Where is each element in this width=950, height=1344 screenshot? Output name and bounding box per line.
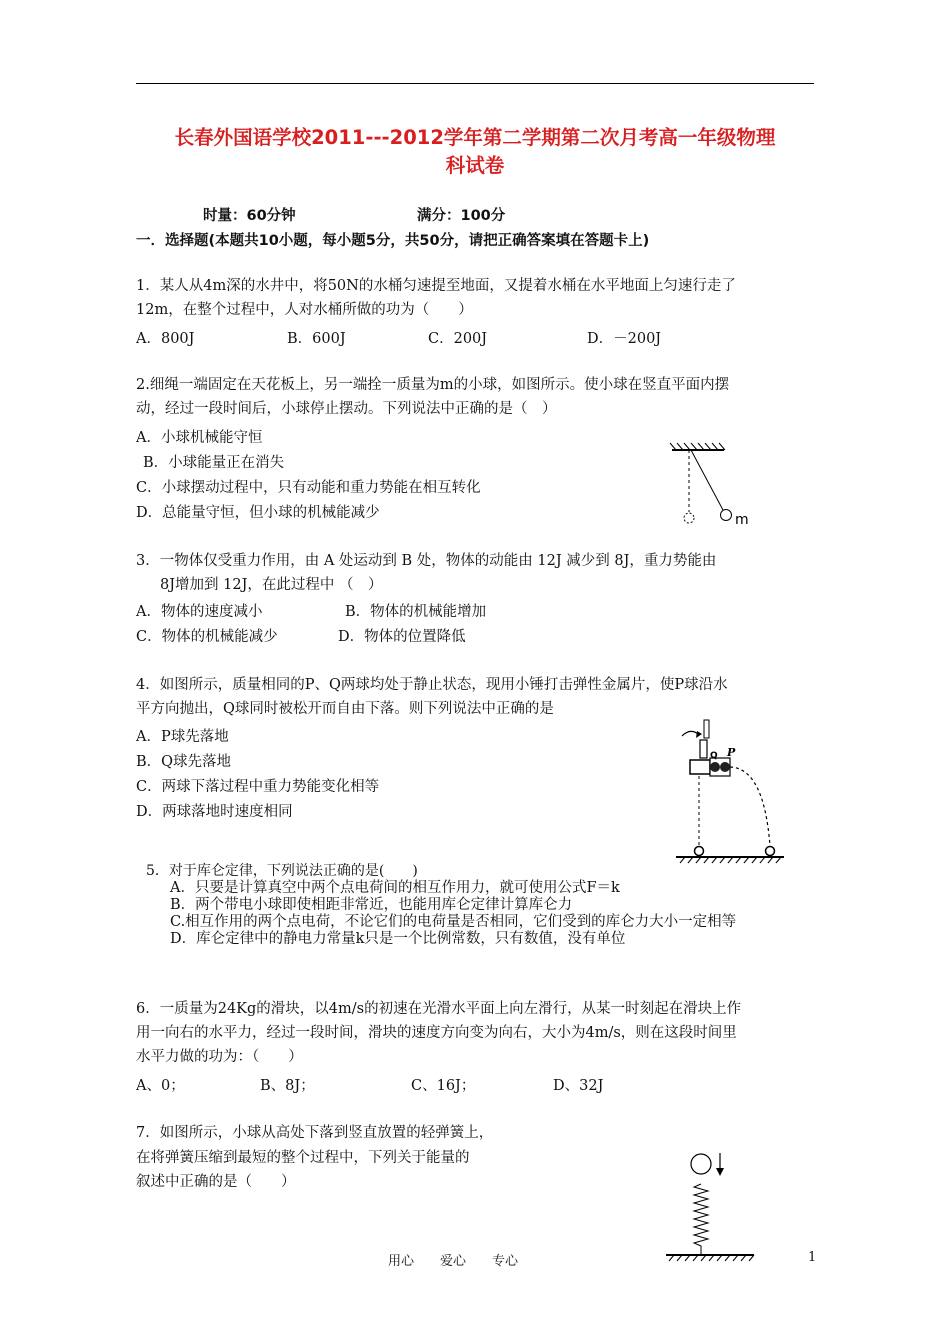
pendulum-figure (660, 440, 780, 530)
mass-label: m (735, 512, 749, 528)
option-d: D．物体的位置降低 (338, 629, 466, 645)
option-c: C．两球下落过程中重力势能变化相等 (136, 779, 380, 795)
question-text-line: 动，经过一段时间后，小球停止摆动。下列说法中正确的是（ ） (136, 401, 557, 417)
question-text-line: 6．一质量为24Kg的滑块，以4m/s的初速在光滑水平面上向左滑行，从某一时刻起在滑块上作 (136, 1001, 742, 1017)
option-a: A．只要是计算真空中两个点电荷间的相互作用力，就可使用公式F＝k (170, 880, 620, 896)
option-a: A．P球先落地 (136, 729, 229, 745)
ball-p-label: P (727, 746, 736, 759)
title-line-1: 长春外国语学校2011---2012学年第二学期第二次月考高一年级物理 (174, 126, 776, 149)
option-a: A．小球机械能守恒 (136, 430, 263, 446)
time-label: 时量：60分钟 (203, 208, 296, 224)
question-text-line: 水平力做的功为：（ ） (136, 1049, 303, 1065)
question-text-line: 叙述中正确的是（ ） (136, 1174, 296, 1190)
title-line-2: 科试卷 (445, 154, 505, 177)
question-text-line: 7．如图所示，小球从高处下落到竖直放置的轻弹簧上， (136, 1125, 494, 1141)
header-rule (136, 83, 814, 84)
option-b: B．600J (287, 331, 346, 347)
page-number: 1 (808, 1250, 817, 1265)
option-a: A．物体的速度减小 (136, 604, 263, 620)
spring-figure (664, 1150, 764, 1265)
question-text-line: 在将弹簧压缩到最短的整个过程中，下列关于能量的 (136, 1150, 470, 1166)
option-b: B．Q球先落地 (136, 754, 232, 770)
question-text-line: 平方向抛出，Q球同时被松开而自由下落。则下列说法中正确的是 (136, 701, 554, 717)
question-text-line: 8J增加到 12J，在此过程中 （ ） (160, 577, 383, 593)
projectile-figure (672, 718, 792, 863)
option-d: D．库仑定律中的静电力常量k只是一个比例常数，只有数值，没有单位 (170, 931, 626, 947)
option-b: B．两个带电小球即使相距非常近，也能用库仑定律计算库仑力 (170, 897, 573, 913)
option-a: A、0； (136, 1078, 185, 1094)
option-b: B、8J； (260, 1078, 315, 1094)
exam-title (136, 124, 814, 180)
option-c: C、16J； (411, 1078, 476, 1094)
question-text-line: 5．对于库仑定律，下列说法正确的是( ) (146, 863, 418, 879)
option-c: C．200J (428, 331, 488, 347)
score-label: 满分：100分 (417, 208, 506, 224)
section-heading: 一．选择题(本题共10小题，每小题5分，共50分，请把正确答案填在答题卡上) (136, 233, 650, 249)
option-c: C．物体的机械能减少 (136, 629, 278, 645)
question-text-line: 3．一物体仅受重力作用，由 A 处运动到 B 处，物体的动能由 12J 减少到 8J，重力势能由 (136, 553, 717, 569)
question-text-line: 1．某人从4m深的水井中，将50N的水桶匀速提至地面，又提着水桶在水平地面上匀速行走了 (136, 278, 736, 294)
question-text-line: 2.细绳一端固定在天花板上，另一端拴一质量为m的小球，如图所示。使小球在竖直平面内摆 (136, 377, 730, 393)
option-b: B．物体的机械能增加 (345, 604, 487, 620)
question-text-line: 用一向右的水平力，经过一段时间，滑块的速度方向变为向右，大小为4m/s，则在这段时间里 (136, 1025, 737, 1041)
option-d: D．－200J (587, 331, 662, 347)
option-c: C.相互作用的两个点电荷，不论它们的电荷量是否相同，它们受到的库仑力大小一定相等 (170, 914, 737, 930)
question-text-line: 4．如图所示，质量相同的P、Q两球均处于静止状态，现用小锤打击弹性金属片，使P球沿水 (136, 677, 728, 693)
footer-motto: 用心 爱心 专心 (388, 1254, 519, 1269)
option-d: D．总能量守恒，但小球的机械能减少 (136, 505, 380, 521)
option-c: C．小球摆动过程中，只有动能和重力势能在相互转化 (136, 480, 481, 496)
option-d: D、32J (553, 1078, 604, 1094)
question-text-line: 12m，在整个过程中，人对水桶所做的功为（ ） (136, 302, 473, 318)
option-b: B．小球能量正在消失 (143, 455, 285, 471)
option-d: D．两球落地时速度相同 (136, 804, 293, 820)
ball-q-label: Q (710, 751, 718, 761)
option-a: A．800J (136, 331, 195, 347)
